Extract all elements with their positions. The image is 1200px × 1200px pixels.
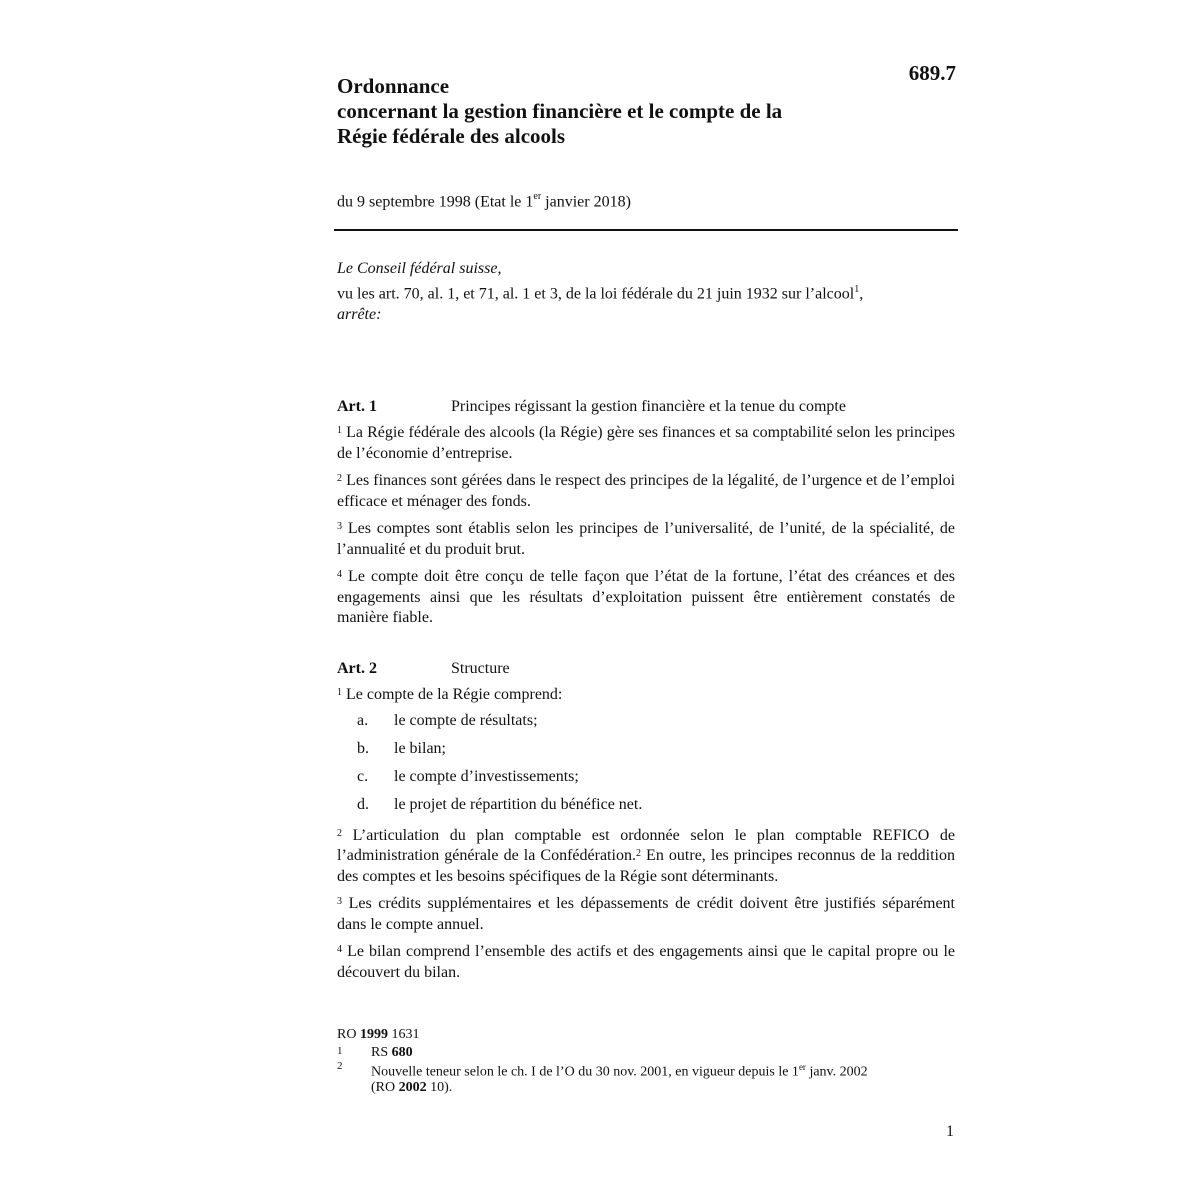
list-text: le compte de résultats; (394, 712, 538, 730)
footnote-prefix: RS (371, 1045, 392, 1060)
list-text: le bilan; (394, 740, 446, 758)
list-item (337, 792, 955, 820)
article-2-title: Structure (451, 659, 510, 677)
paragraph-text: Les comptes sont établis selon les principes de l’universalité, de l’unité, de la spécialité, de l’annualité et du produit brut. (337, 520, 955, 558)
footnote-text-a: Nouvelle teneur selon le ch. I de l’O du 30 nov. 2001, en vigueur depuis le 1 (371, 1064, 799, 1080)
sr-number: 689.7 (908, 61, 956, 85)
article-1-paragraph-3 (337, 519, 955, 560)
paragraph-text: Le compte doit être conçu de telle façon que l’état de la fortune, l’état des créances et des engagements ainsi que les résultats d’exploitation puissent être entièrement constatés de manière fiable. (337, 568, 955, 626)
footnote-2 (337, 1060, 957, 1095)
article-1-number: Art. 1 (337, 397, 377, 415)
footnote-ref-1[interactable]: 1 (854, 284, 860, 295)
list-text: le projet de répartition du bénéfice net. (394, 796, 643, 814)
article-2-paragraph-2 (337, 826, 955, 888)
footnote-bold: 680 (391, 1045, 413, 1060)
preamble-authority: Le Conseil fédéral suisse, (337, 260, 502, 277)
footnote-number: 2 (337, 1060, 343, 1072)
paragraph-text: L’articulation du plan comptable est ordonnée selon le plan comptable REFICO de l’administration générale de la Confédération. (337, 826, 955, 864)
list-item (337, 708, 955, 736)
title-line-1: Ordonnance (337, 74, 450, 98)
footnote-ref-2[interactable]: 2 (635, 848, 641, 859)
list-letter: c. (357, 768, 369, 786)
paragraph-number: 4 (337, 569, 342, 580)
article-2-paragraph-1 (337, 685, 955, 706)
footnote-line2-bold: 2002 (398, 1079, 427, 1095)
preamble-basis-text: vu les art. 70, al. 1, et 71, al. 1 et 3, de la loi fédérale du 21 juin 1932 sur l’alcool (337, 285, 855, 303)
article-2-heading (337, 657, 955, 679)
title-line-3: Régie fédérale des alcools (337, 124, 566, 148)
ro-reference (337, 1027, 957, 1042)
header-divider (334, 229, 958, 231)
document-title (337, 74, 877, 149)
date-sup: er (533, 191, 542, 202)
paragraph-text: Les crédits supplémentaires et les dépassements de crédit doivent être justifiés séparément dans le compte annuel. (337, 895, 956, 933)
list-letter: a. (357, 712, 369, 730)
article-1-paragraph-2 (337, 471, 955, 512)
list-item (337, 764, 955, 792)
article-1-paragraph-4 (337, 567, 955, 629)
preamble-basis-end: , (859, 285, 864, 303)
paragraph-number: 1 (337, 687, 342, 698)
article-2 (337, 657, 955, 990)
paragraph-text: Le bilan comprend l’ensemble des actifs et des engagements ainsi que le capital propre ou le découvert du bilan. (337, 943, 956, 981)
preamble (337, 258, 957, 325)
footnote-line2-prefix: (RO (371, 1079, 399, 1095)
article-2-paragraph-4 (337, 942, 955, 983)
footnote-text (371, 1045, 957, 1060)
date-suffix: janvier 2018) (541, 193, 631, 211)
article-2-paragraph-3 (337, 894, 955, 935)
article-2-number: Art. 2 (337, 659, 377, 677)
footnotes (337, 1027, 957, 1095)
footnote-text (371, 1060, 957, 1095)
article-1 (337, 395, 955, 636)
list-letter: d. (357, 796, 369, 814)
footnote-1 (337, 1045, 957, 1060)
footnote-number: 1 (337, 1045, 343, 1057)
date-prefix: du 9 septembre 1998 (Etat le 1 (337, 193, 534, 211)
footnote-sup: er (798, 1062, 806, 1072)
paragraph-text-cont: En outre, les principes reconnus de la reddition des comptes et les besoins spécifiques de la Régie sont déterminants. (337, 847, 955, 885)
preamble-basis (337, 279, 957, 304)
paragraph-number: 2 (337, 473, 342, 484)
title-line-2: concernant la gestion financière et le compte de la (337, 99, 783, 123)
article-1-title: Principes régissant la gestion financière et la tenue du compte (451, 397, 846, 415)
document-date (337, 187, 631, 213)
list-text: le compte d’investissements; (394, 768, 579, 786)
preamble-decree: arrête: (337, 306, 382, 324)
footnote-line2-suffix: 10). (426, 1079, 453, 1095)
paragraph-number: 3 (337, 896, 342, 907)
article-1-heading (337, 395, 955, 417)
ro-page: 1631 (387, 1027, 420, 1042)
article-2-list (337, 708, 955, 820)
list-letter: b. (357, 740, 369, 758)
ro-prefix: RO (337, 1027, 360, 1042)
paragraph-text: Le compte de la Régie comprend: (346, 686, 563, 703)
paragraph-text: La Régie fédérale des alcools (la Régie) gère ses finances et sa comptabilité selon les principes de l’économie d’entreprise. (337, 424, 956, 462)
paragraph-number: 4 (337, 944, 342, 955)
paragraph-text: Les finances sont gérées dans le respect des principes de la légalité, de l’urgence et de l’emploi efficace et ménager des fonds. (337, 472, 956, 510)
paragraph-number: 2 (337, 827, 342, 839)
paragraph-number: 1 (337, 425, 342, 436)
paragraph-number: 3 (337, 521, 342, 532)
ro-year: 1999 (359, 1027, 388, 1042)
footnote-text-b: janv. 2002 (805, 1064, 868, 1080)
article-1-paragraph-1 (337, 423, 955, 464)
list-item (337, 736, 955, 764)
page-number: 1 (946, 1123, 954, 1140)
